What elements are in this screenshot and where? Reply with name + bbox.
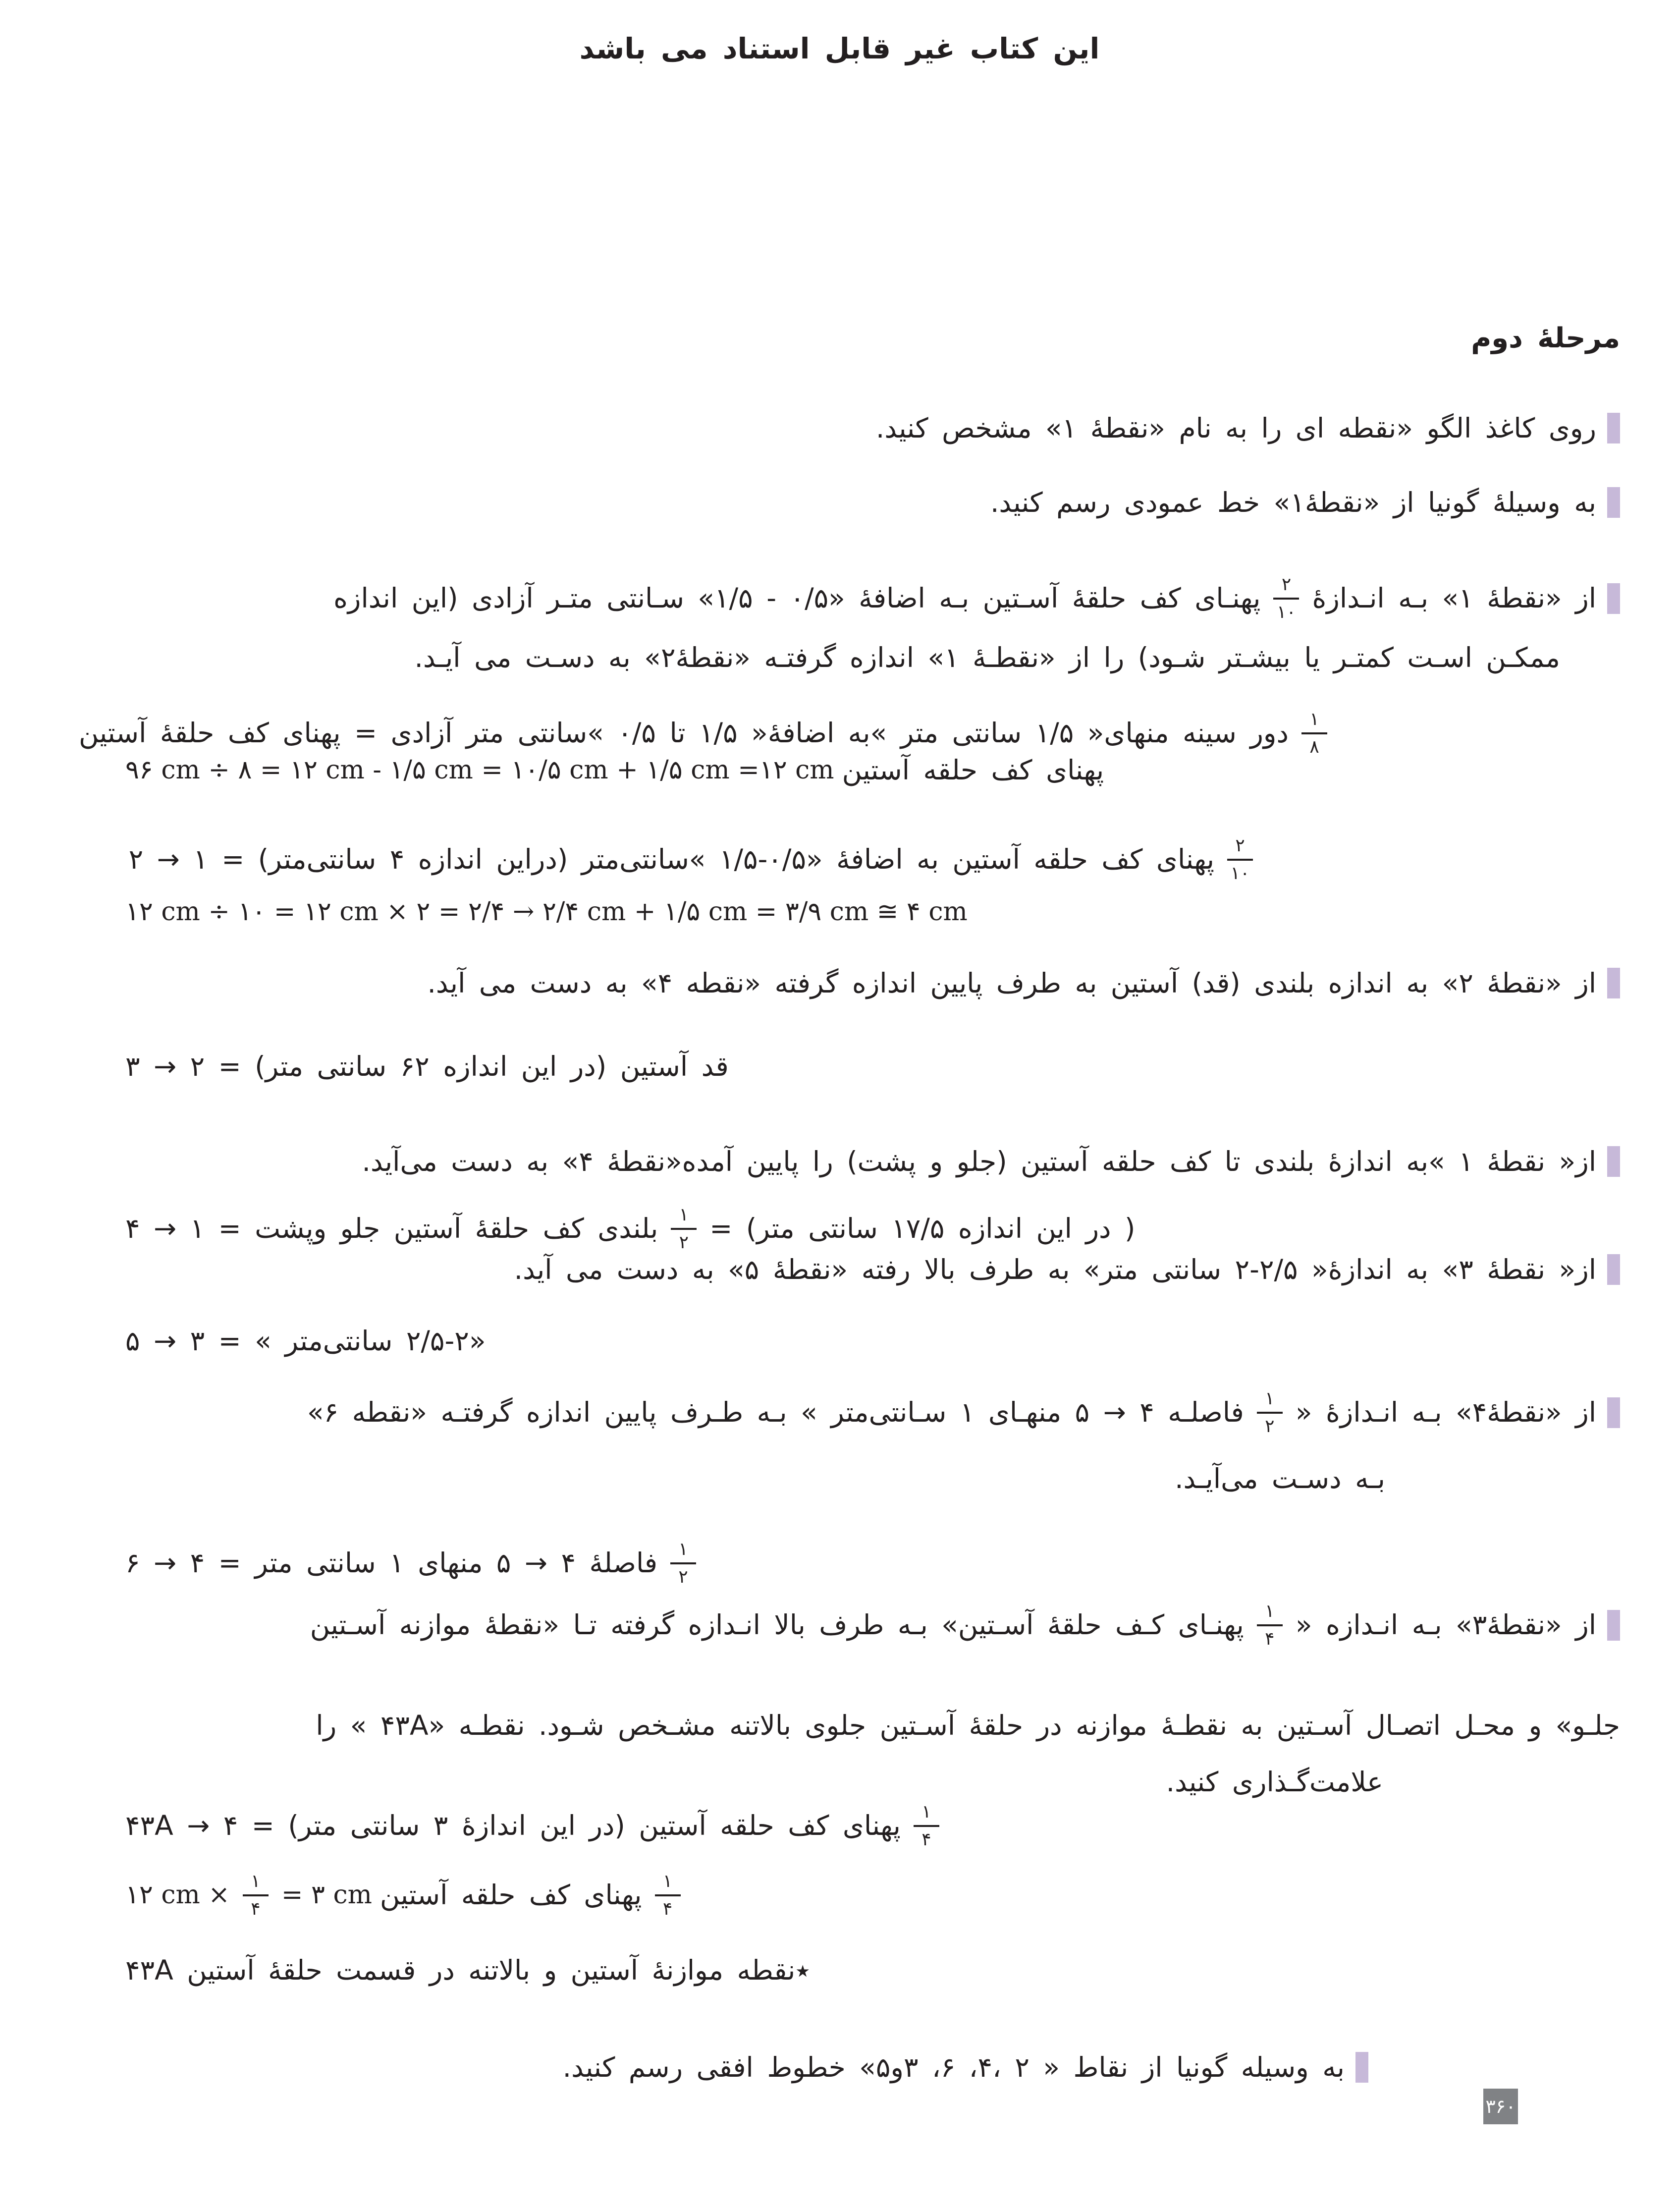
bullet-point-9 xyxy=(563,2050,1368,2085)
explanation-point-1-to-2 xyxy=(129,816,1258,903)
disclaimer-header xyxy=(0,31,1679,67)
fraction-denominator: ۴ xyxy=(662,1898,673,1919)
fraction-denominator: ۲ xyxy=(678,1566,688,1587)
note-balance-point xyxy=(125,1953,810,1988)
fraction-denominator: ۲ xyxy=(1265,1416,1275,1437)
text-run: پهنای کف حلقه آستین xyxy=(842,754,1104,786)
fraction-bar xyxy=(1301,732,1327,734)
fraction xyxy=(670,1540,696,1587)
text-run: «۲/۵-۲ سانتی‌متر » = ۳ → ۵ xyxy=(125,1325,486,1357)
bullet-square-icon xyxy=(1355,2052,1368,2083)
text-run: ٭نقطه موازنهٔ آستین و بالاتنه در قسمت حلقهٔ آستین ۴۳A xyxy=(125,1954,811,1986)
bullet-square-icon xyxy=(1607,1146,1620,1177)
text-run: مرحلهٔ دوم xyxy=(1471,322,1620,354)
fraction-numerator: ۱ xyxy=(251,1871,261,1891)
text-run: جلـو» و محـل اتصـال آسـتین به نقطـهٔ موازنه در حلقهٔ آسـتین جلوی بالاتنه مشـخص شـود. نقطـه «۴۳A » را xyxy=(316,1710,1620,1741)
fraction xyxy=(1257,1389,1283,1436)
fraction-numerator: ۱ xyxy=(1265,1601,1275,1621)
text-run: بـه دسـت می‌آیـد. xyxy=(1175,1463,1385,1494)
fraction xyxy=(1257,1602,1283,1649)
fraction-numerator: ۱ xyxy=(679,1204,689,1225)
fraction-denominator: ۴ xyxy=(921,1829,931,1850)
text-run: ممکـن اسـت کمتـر یا بیشـتر شـود) را از «نقطـهٔ ۱» اندازه گرفتـه «نقطهٔ۲» به دسـت می آیـد. xyxy=(414,642,1560,673)
text-run: پهنای کف حلقه آستین (در این اندازهٔ ۳ سانتی متر) = ۴ → ۴۳A xyxy=(125,1810,901,1842)
text-run: این کتاب غیر قابل استناد می باشد xyxy=(579,32,1100,65)
text-run: قد آستین (در این اندازه ۶۲ سانتی متر) = ۲ → ۳ xyxy=(125,1051,729,1082)
fraction-denominator: ۴ xyxy=(251,1898,261,1919)
section-heading xyxy=(1471,321,1620,356)
text-run: از «نقطهٔ۳» بـه انـدازه « xyxy=(1295,1609,1596,1641)
bullet-square-icon xyxy=(1607,1397,1620,1428)
fraction-bar xyxy=(1273,598,1299,600)
text-run: ۱۲ cm ÷ ۱۰ = ۱۲ cm × ۲ = ۲/۴ → ۲/۴ cm + ۱/۵ cm = ۳/۹ cm ≅ ۴ cm xyxy=(125,897,968,927)
text-run: دور سینه منهای« ۱/۵ سانتی متر »به اضافهٔ« ۱/۵ تا ۰/۵ »سانتی متر آزادی = پهنای کف حلقهٔ آستین xyxy=(78,717,1289,749)
text-run: ( در این اندازه ۱۷/۵ سانتی متر) = xyxy=(709,1213,1136,1245)
bullet-point-4 xyxy=(427,966,1620,1000)
fraction-numerator: ۲ xyxy=(1281,574,1292,595)
fraction xyxy=(1301,710,1327,757)
bullet-point-7-line-1 xyxy=(307,1369,1620,1456)
fraction xyxy=(914,1802,939,1849)
fraction xyxy=(671,1205,697,1252)
text-run: ۹۶ cm ÷ ۸ = ۱۲ cm - ۱/۵ cm = ۱۰/۵ cm + ۱/۵ cm =۱۲ cm xyxy=(125,755,834,785)
formula-sleeve-width xyxy=(125,753,1104,787)
text-run: از «نقطهٔ ۱» بـه انـدازهٔ xyxy=(1312,582,1596,614)
fraction-numerator: ۱ xyxy=(662,1871,673,1891)
fraction-numerator: ۲ xyxy=(1235,835,1245,856)
explanation-sleeve-length xyxy=(125,1050,729,1084)
text-run: پهنـای کـف حلقهٔ آسـتین» بـه طرف بالا انـدازه گرفته تـا «نقطهٔ موازنه آسـتین xyxy=(310,1609,1244,1641)
fraction-denominator: ۴ xyxy=(1265,1628,1275,1649)
text-run: پهنای کف حلقه آستین xyxy=(379,1879,642,1911)
text-run: به وسیلهٔ گونیا از «نقطهٔ۱» خط عمودی رسم کنید. xyxy=(990,487,1596,518)
text-run: ۱۲ cm × xyxy=(125,1880,230,1910)
bullet-square-icon xyxy=(1607,583,1620,614)
bullet-square-icon xyxy=(1607,413,1620,443)
text-run: از «نقطهٔ ۲» به اندازه بلندی (قد) آستین به طرف پایین اندازه گرفته «نقطه ۴» به دست می آید. xyxy=(427,967,1596,999)
text-run: پهنای کف حلقه آستین به اضافهٔ «۰/۵-۱/۵ »سانتی‌متر (دراین اندازه ۴ سانتی‌متر) = ۱ → ۲ xyxy=(128,843,1214,876)
bullet-point-5 xyxy=(362,1145,1620,1179)
fraction xyxy=(1227,836,1253,883)
formula-point-1-to-2 xyxy=(125,896,968,928)
fraction-denominator: ۱۰ xyxy=(1277,602,1296,622)
text-run: از« نقطهٔ ۳» به اندازهٔ« ۲/۵-۲ سانتی متر» به طرف بالا رفته «نقطهٔ ۵» به دست می آید. xyxy=(514,1254,1596,1285)
fraction-numerator: ۱ xyxy=(678,1539,688,1559)
bullet-square-icon xyxy=(1607,1254,1620,1285)
text-run: فاصلهٔ ۴ → ۵ منهای ۱ سانتی متر = ۴ → ۶ xyxy=(125,1547,657,1579)
fraction-bar xyxy=(243,1894,269,1896)
fraction-bar xyxy=(1257,1624,1283,1626)
bullet-point-2 xyxy=(990,486,1620,520)
fraction-denominator: ۸ xyxy=(1309,736,1319,757)
bullet-square-icon xyxy=(1607,1610,1620,1641)
bullet-point-8-line-2 xyxy=(316,1709,1620,1743)
bullet-point-3-line-2 xyxy=(415,641,1560,675)
text-run: فاصلـه ۴ → ۵ منهـای ۱ سـانتی‌متر » بـه طـرف پایین اندازه گرفتـه «نقطه ۶» xyxy=(307,1396,1244,1429)
bullet-point-3-line-1 xyxy=(333,555,1620,642)
fraction-bar xyxy=(670,1562,696,1564)
fraction xyxy=(1273,575,1299,622)
text-run: به وسیله گونیا از نقاط « ۲ ،۴، ۶، ۳و۵» خطوط افقی رسم کنید. xyxy=(562,2051,1345,2083)
page-number-box xyxy=(1483,2089,1518,2124)
fraction-bar xyxy=(914,1825,939,1827)
fraction-bar xyxy=(1257,1412,1283,1414)
bullet-square-icon xyxy=(1607,487,1620,518)
fraction xyxy=(243,1872,269,1919)
fraction-bar xyxy=(671,1228,697,1230)
fraction-numerator: ۱ xyxy=(1309,709,1319,729)
fraction-numerator: ۱ xyxy=(921,1801,931,1822)
fraction-numerator: ۱ xyxy=(1265,1388,1275,1409)
text-run: بلندی کف حلقهٔ آستین جلو وپشت = ۱ → ۴ xyxy=(125,1213,658,1245)
fraction xyxy=(655,1872,681,1919)
text-run: از« نقطهٔ ۱ »به اندازهٔ بلندی تا کف حلقه آستین (جلو و پشت) را پایین آمده«نقطهٔ ۴» به دست می‌آید. xyxy=(362,1146,1596,1177)
text-run: از «نقطهٔ۴» بـه انـدازهٔ « xyxy=(1295,1396,1596,1429)
bullet-point-8-line-3 xyxy=(1166,1765,1383,1799)
fraction-bar xyxy=(1227,859,1253,861)
text-run: روی کاغذ الگو «نقطه ای را به نام «نقطهٔ ۱» مشخص کنید. xyxy=(875,412,1596,444)
bullet-square-icon xyxy=(1607,968,1620,998)
page-number: ۳۶۰ xyxy=(1485,2096,1516,2117)
fraction-bar xyxy=(655,1894,681,1896)
text-run: علامت‌گـذاری کنید. xyxy=(1166,1766,1383,1798)
bullet-point-6 xyxy=(514,1253,1620,1287)
bullet-point-8-line-1 xyxy=(310,1582,1620,1668)
bullet-point-1 xyxy=(876,411,1620,445)
explanation-point-3-to-5 xyxy=(125,1324,486,1358)
fraction-denominator: ۲ xyxy=(679,1232,689,1253)
text-run: پهنـای کف حلقهٔ آسـتین بـه اضافهٔ «۰/۵ - ۱/۵» سـانتی متـر آزادی (این اندازه xyxy=(333,582,1261,614)
fraction-denominator: ۱۰ xyxy=(1230,863,1250,884)
formula-43A xyxy=(125,1852,686,1938)
text-run: = ۳ cm xyxy=(281,1880,372,1910)
bullet-point-7-line-2 xyxy=(1175,1462,1385,1496)
